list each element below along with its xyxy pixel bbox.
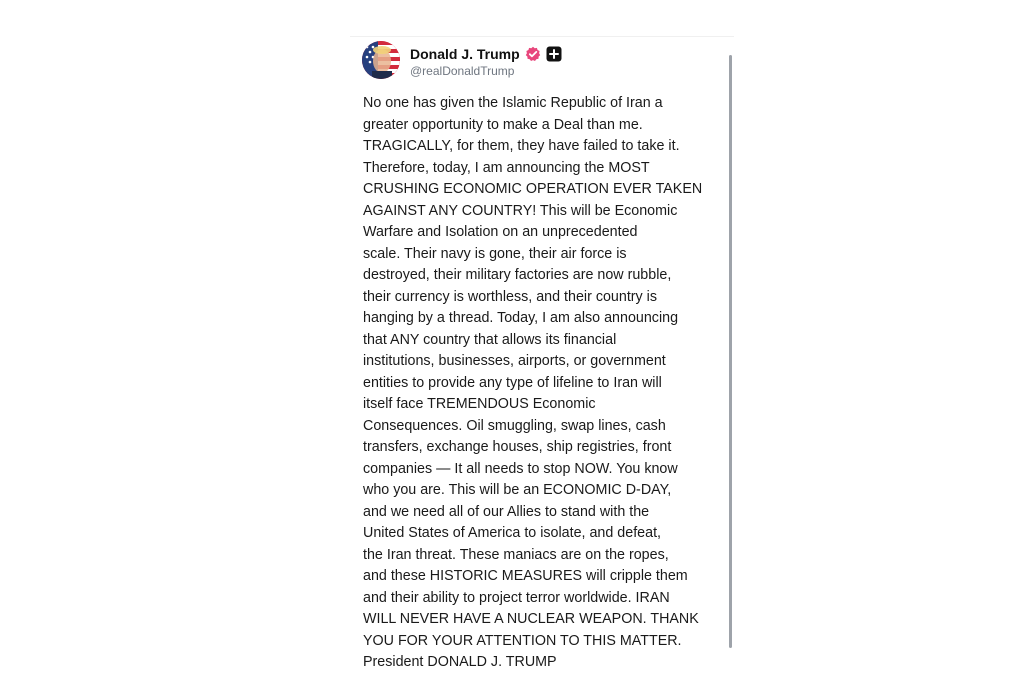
post-body-line: scale. Their navy is gone, their air force is <box>363 245 627 262</box>
scrollbar[interactable] <box>729 55 732 648</box>
avatar[interactable] <box>362 41 400 79</box>
post-body-line: transfers, exchange houses, ship registries, front <box>363 439 672 455</box>
avatar-image <box>362 41 400 79</box>
post-body-line: companies — It all needs to stop NOW. You know <box>363 460 678 477</box>
post-body-text <box>363 93 725 674</box>
verified-badge-icon <box>525 46 541 62</box>
post-body-line: TRAGICALLY, for them, they have failed to take it. <box>363 138 680 154</box>
post-body-line: No one has given the Islamic Republic of Iran a <box>363 95 663 111</box>
post-body-line: and their ability to project terror worldwide. IRAN <box>363 589 670 606</box>
post-body-line: Therefore, today, I am announcing the MOST <box>363 159 650 176</box>
post-body-line: hanging by a thread. Today, I am also announcing <box>363 310 679 326</box>
post-body-line: itself face TREMENDOUS Economic <box>363 396 596 412</box>
post-body-line: greater opportunity to make a Deal than me. <box>363 116 643 133</box>
post-body-line: YOU FOR YOUR ATTENTION TO THIS MATTER. <box>363 632 682 649</box>
post-body-line: CRUSHING ECONOMIC OPERATION EVER TAKEN <box>363 181 703 197</box>
post-body-line: United States of America to isolate, and defeat, <box>363 525 662 541</box>
post-body-line: WILL NEVER HAVE A NUCLEAR WEAPON. THANK <box>363 611 699 627</box>
post-body-line: institutions, businesses, airports, or government <box>363 353 666 369</box>
post-body-line: and we need all of our Allies to stand with the <box>363 503 650 520</box>
scrollbar-thumb[interactable] <box>729 55 732 648</box>
name-row <box>410 44 562 64</box>
post-body-line: President DONALD J. TRUMP <box>363 654 557 670</box>
author-display-name[interactable]: Donald J. Trump <box>410 46 520 62</box>
post-body-line: who you are. This will be an ECONOMIC D-DAY, <box>363 482 672 498</box>
plus-badge-icon <box>546 46 562 62</box>
post-body-line: entities to provide any type of lifeline to Iran will <box>363 374 662 391</box>
post-body-line: their currency is worthless, and their country is <box>363 288 657 305</box>
post-body-line: Warfare and Isolation on an unprecedented <box>363 224 638 240</box>
post-body-line: the Iran threat. These maniacs are on the ropes, <box>363 546 669 563</box>
post-body-line: Consequences. Oil smuggling, swap lines, cash <box>363 417 666 434</box>
post-card <box>350 36 734 691</box>
post-body-line: destroyed, their military factories are now rubble, <box>363 267 672 283</box>
post-header <box>362 41 722 81</box>
author-handle[interactable]: @realDonaldTrump <box>410 64 515 78</box>
post-body-line: and these HISTORIC MEASURES will cripple them <box>363 568 688 584</box>
post-body-line: that ANY country that allows its financial <box>363 331 617 348</box>
post-body-line: AGAINST ANY COUNTRY! This will be Economic <box>363 202 678 219</box>
